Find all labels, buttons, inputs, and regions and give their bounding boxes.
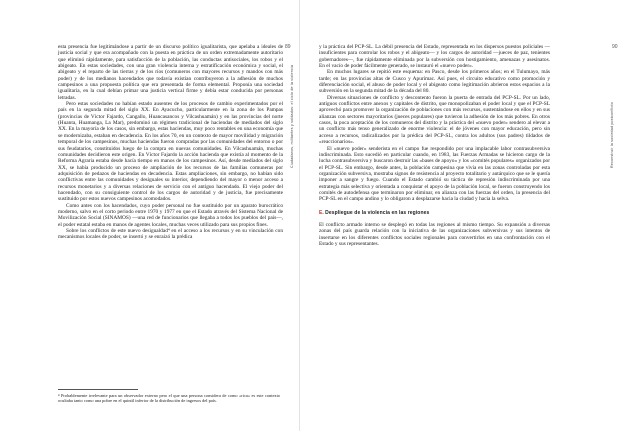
- page-number: 89: [285, 44, 291, 50]
- left-text-column: [58, 44, 283, 241]
- left-page: [0, 0, 300, 431]
- paragraph: y la práctica del PCP-SL. La débil presencia del Estado, representada en los dispersos puestos policiales —insuficientes para controlar los robos y el abigeato— y los cargos de autoridad —jueces de paz, tenientes gobernadores—, fue rápidamente eliminada por la subversión con hostigamiento, amenazas y asesinatos. En el vacío de poder fácilmente generado, se instauró el «nuevo poder».: [319, 44, 550, 70]
- running-head: Reconstruir la sociedad postconflicto: [610, 102, 614, 168]
- page-number: 90: [612, 44, 618, 50]
- footnote: ⁴ Probablemente irrelevante para un observador externo pero el que una persona considera de como «rica» es este contexto ocultaba tanto como una pobre en el quintil inferior de la distribución de ingresos del país.: [58, 393, 280, 404]
- footnote-rule: [58, 389, 138, 390]
- paragraph: Diversas situaciones de conflicto y descontento fueron la puerta de entrada del PCP-SL. Por un lado, antiguos conflictos entre anexos y capitales de distrito, que monopolizaban el poder local y que el PCP-SL aprovechó para promover la organización de poblaciones con más recursos, sustentándose en ellos y en sus alianzas con sectores mayoritarios (jueces populares) que tuvieron la adhesión de los más pobres. En otros casos, la poca aceptación de los comuneros del distrito y la práctica del «nuevo poder» sendero al elevar a un conflicto más tenso generalizado de enorme violencia: el de jóvenes con mayor educación, pero sin acceso a recursos, radicalizados por la prédica del PCP-SL, contra los adultos (sus padres) tildados de «reaccionarios».: [319, 94, 550, 146]
- paragraph: Sobre los conflictos de este nuevo desigualdad⁴ en el acceso a los recursos y en su vinculación con mecanismos locales de poder, se insertó y se enraizó la prédica: [58, 227, 283, 241]
- paragraph: Pero estas sociedades no habían estado ausentes de los procesos de cambio experimentados por el país en la segunda mitad del siglo XX. En Ayacucho, particularmente en la zona de los Pampas (provincias de Víctor Fajardo, Cangallo, Huancasancos y Vilcashuamán) y en las provincias del norte (Huanta, Huamanga, La Mar), predominó un régimen tradicional de haciendas de mediados del siglo XX. En la mayoría de los casos, sin embargo, estas haciendas, muy poco rentables en una economía que se modernizaba, estaban en decadencia. En los años 70, en un contexto de mayor movilidad y migración temporal de los campesinos, muchas haciendas fueron compradas por las comunidades del entorno o por sus feudatarios, constituidos luego de la compra en nuevas comunidades. En Vilcashuamán, muchas comunidades decidieron este origen. En Víctor Fajardo la acción hacienda que existía al momento de la Reforma Agraria estaba desde hacía tiempo en manos de los campesinos. Así, desde mediados del siglo XX, se había producido un proceso de ampliación de los recursos de las familias comuneras por adquisición de pedazos de haciendas en decadencia. Estas ampliaciones, sin embargo, no habían sido conflictivas entre las comunidades y desiguales su interior, dependiendo del mayor o menor acceso a recursos monetarios y a diversas relaciones de servicio con el antiguo hacendado. El viejo poder del hacendado, con su consiguiente control de los cargos de autoridad y de justicia, fue precisamente sustituido por estos nuevos campesinos acomodados.: [58, 101, 283, 203]
- right-text-column: [319, 44, 550, 247]
- paragraph: El «nuevo poder» senderista en el campo fue respondido por una implacable labor contrasubversiva indiscriminada. Esto sucedió en particular cuando, en 1983, las Fuerzas Armadas se hicieron cargo de la lucha contrasubversiva y buscaron destruir las «bases de apoyo» y los «comités populares» organizados por el PCP-SL. Sin embargo, desde antes, la población campesina que vivía en las zonas controladas por esta organización subversiva, mostraba signos de resistencia al proyecto totalitario y autárquico que se le quería imponer a sangre y fuego. Cuando el Estado cambió su táctica de represión indiscriminada por una estrategia más selectiva y orientada a conquistar el apoyo de la población local, se fueron construyendo los comités de autodefensa que terminaron por eliminar, en alianza con las fuerzas del orden, la presencia del PCP-SL en el campo andino y lo obligaron a desplazarse hacia la ciudad y hacia la selva.: [319, 145, 550, 203]
- section-title: Despliegue de la violencia en las regiones: [325, 209, 430, 216]
- paragraph: En muchos lugares se repitió este esquema: en Pasco, desde los primeros años; en el Tulumayo, más tarde; en las provincias altas de Cusco y Apurímac. Así pues, el circuito educativo como promoción y diferenciación social, el abuso de poder local y el abigeato como legitimación abrieron estos espacios a la subversión en la segunda mitad de la década del 80.: [319, 69, 550, 95]
- running-head: Ciudadanos, militantes y soldados: el ciclo de la violencia: [290, 64, 294, 168]
- section-heading: [319, 210, 550, 216]
- paragraph: El conflicto armado interno se desplegó en todas las regiones al mismo tiempo. Su expansión a diversas zonas del país guarda relación con la iniciativa de las organizaciones subversivas y sus intentos de insertarse en los diferentes conflictos sociales regionales para convertirlos en una confrontación con el Estado y sus representantes.: [319, 221, 550, 247]
- paragraph: Como antes con los hacendados, cuyo poder personal no fue sustituido por un aparato burocrático moderno, salvo en el corto periodo entre 1970 y 1977 en que el Estado através del Sistema Nacional de Movilización Social (SINAMOS) —una red de funcionarios que llegaba a todos los pueblos del país—, el poder estatal estaba en manos de agentes locales, muchas veces utilizado para sus propios fines.: [58, 202, 283, 228]
- section-number: E.: [319, 209, 324, 216]
- paragraph: esta presencia fue legitimándose a partir de un discurso político igualitarista, que apelaba a ideales de justicia social y que era acompañado con la puesta en práctica de un orden extremadamente autoritario que eliminó rápidamente, para satisfacción de la población, las conductas antisociales, los robos y el abigeato. En estas sociedades, con una gran violencia interna y estratificación económica y social, el abigeato y el reparto de las tierras y de los ríos (comuneros con mayores recursos y mandos con más poder) y de los medianos hacendados que todavía existían contribuyeron a la adhesión de muchos campesinos a una propuesta política que era presentada de forma elemental. Proponía una sociedad igualitaria, en la cual debían primar una justicia vertical firme y debía estar conducida por personas letradas.: [58, 44, 283, 101]
